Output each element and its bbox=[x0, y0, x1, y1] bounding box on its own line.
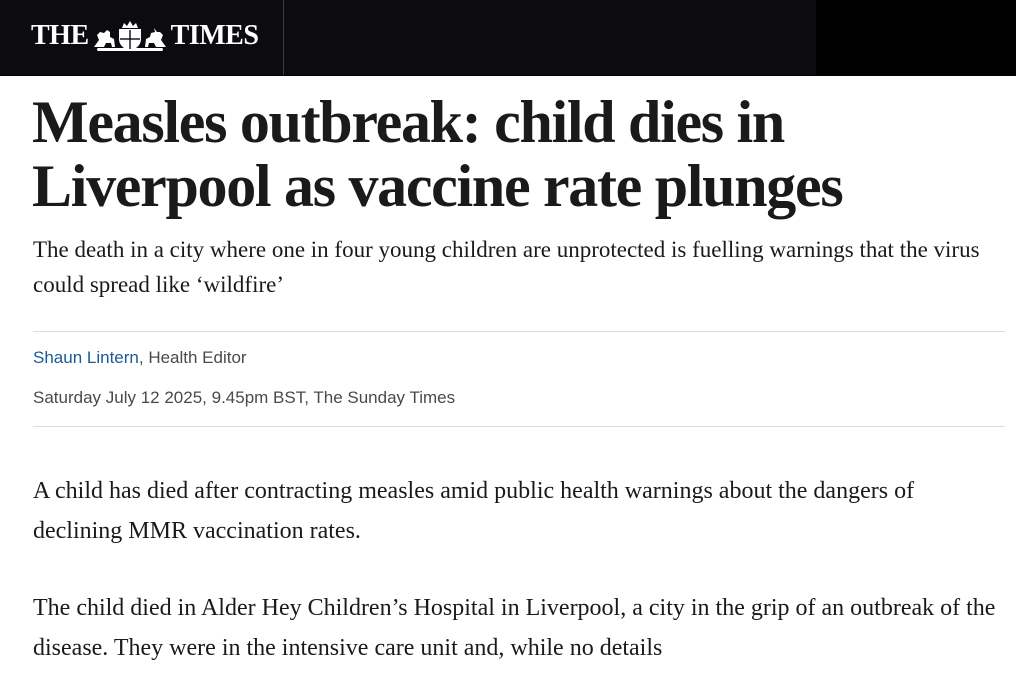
the-times-logo[interactable] bbox=[31, 18, 258, 54]
byline bbox=[33, 347, 247, 369]
royal-crest-icon bbox=[91, 20, 169, 52]
masthead bbox=[0, 0, 1016, 76]
author-link[interactable]: Shaun Lintern bbox=[33, 348, 139, 367]
author-role: , Health Editor bbox=[138, 348, 247, 367]
article-standfirst: The death in a city where one in four young children are unprotected is fuelling warnings that the virus could spread like ‘wildfire’ bbox=[33, 237, 980, 297]
article-paragraph: A child has died after contracting measles amid public health warnings about the dangers of declining MMR vaccination rates. bbox=[33, 478, 915, 544]
logo-text-the: THE bbox=[31, 20, 89, 51]
divider bbox=[33, 331, 1005, 332]
logo-container[interactable] bbox=[0, 0, 284, 75]
logo-text-times: TIMES bbox=[170, 20, 259, 51]
masthead-bar bbox=[0, 0, 816, 75]
article-paragraph: The child died in Alder Hey Children’s Hospital in Liverpool, a city in the grip of an outbreak of the disease. They were in the intensive care unit and, while no details bbox=[33, 595, 996, 661]
dateline: Saturday July 12 2025, 9.45pm BST, The Sunday Times bbox=[33, 388, 456, 407]
divider bbox=[33, 426, 1005, 427]
article-headline: Measles outbreak: child dies in Liverpool as vaccine rate plunges bbox=[32, 89, 843, 219]
